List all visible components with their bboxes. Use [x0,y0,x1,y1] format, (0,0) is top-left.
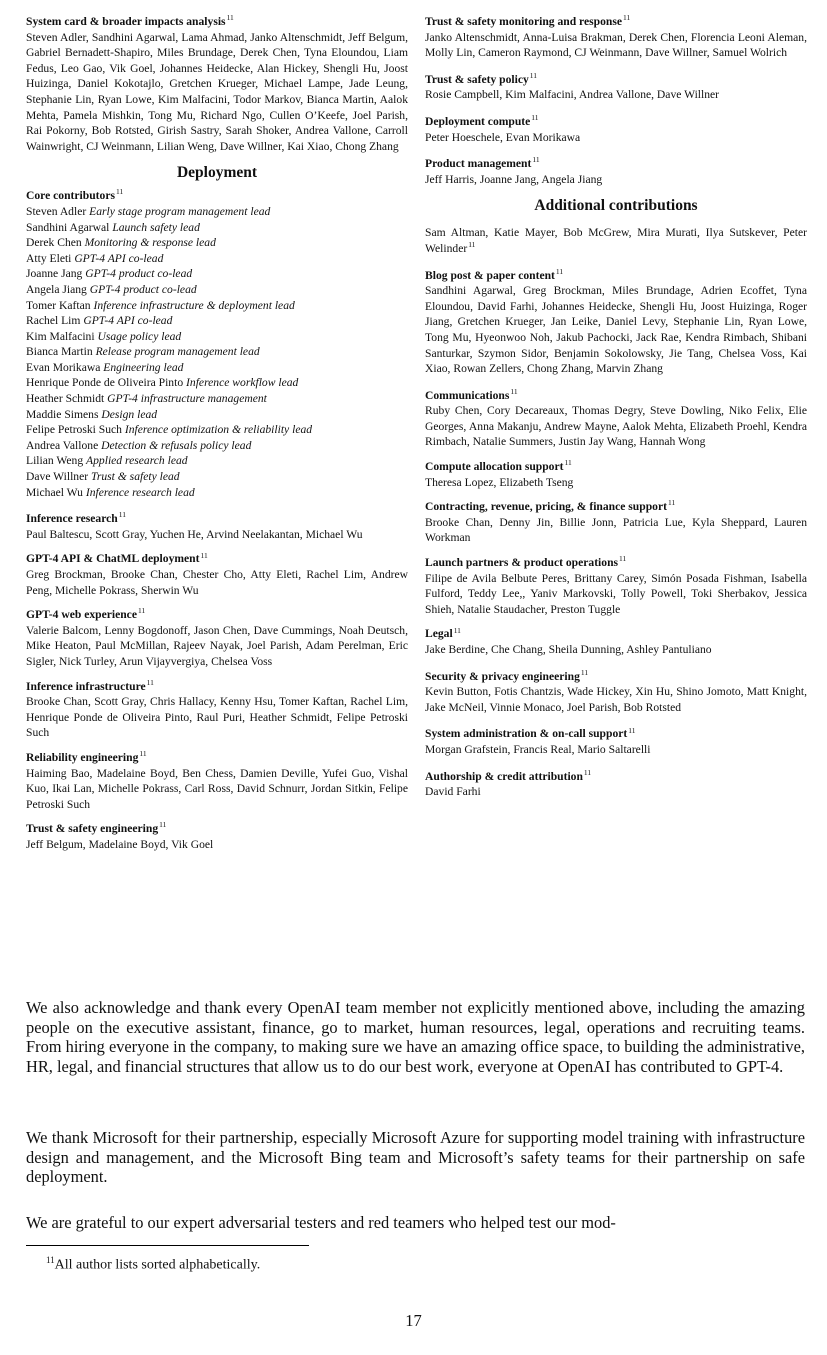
contributor-role: GPT-4 product co-lead [89,282,197,296]
footnote [46,1251,260,1275]
footnote-ref: 11 [115,187,124,197]
contributor-name: Angela Jiang [26,282,87,296]
author-list: David Farhi [425,785,481,799]
contributor-name: Tomer Kaftan [26,298,91,312]
deployment-heading: Deployment [176,164,258,182]
core-contributor-row [26,360,408,376]
section-system-administration [425,726,807,757]
footnote-ref: 11 [628,725,636,735]
footnote-ref: 11 [137,606,146,616]
core-contributor-row [26,391,408,407]
section-product-management [425,156,807,187]
contributor-role: Launch safety lead [112,220,200,234]
contributor-role: Design lead [101,407,158,421]
contributor-name: Maddie Simens [26,407,99,421]
section-reliability-engineering [26,750,408,812]
author-list: Paul Baltescu, Scott Gray, Yuchen He, Arvind Neelakantan, Michael Wu [26,527,363,541]
core-contributor-row [26,220,408,236]
left-column [26,14,408,862]
footnote-ref: 11 [146,677,154,687]
contributor-role: Usage policy lead [97,329,182,343]
contributor-name: Joanne Jang [26,267,83,281]
section-launch-partners [425,555,807,617]
section-blog-post [425,268,807,377]
footnote-ref: 11 [118,510,126,520]
section-title: Trust & safety engineering [26,822,159,836]
section-deployment-compute [425,114,807,145]
contributor-name: Rachel Lim [26,314,81,328]
contributor-name: Evan Morikawa [26,360,101,374]
contributor-name: Atty Eleti [26,251,72,265]
author-list: Theresa Lopez, Elizabeth Tseng [425,475,574,489]
footnote-ref: 11 [564,458,572,468]
core-contributor-row [26,422,408,438]
contributor-role: Monitoring & response lead [84,236,216,250]
footnote-ref: 11 [453,625,461,635]
contributor-role: GPT-4 product co-lead [85,267,193,281]
section-title: Blog post & paper content [425,268,555,282]
acknowledgement-paragraph-red-team: We are grateful to our expert adversarial testers and red teamers who helped test our mod- [26,1213,616,1232]
author-list: Jeff Belgum, Madelaine Boyd, Vik Goel [26,837,214,851]
author-list: Peter Hoeschele, Evan Morikawa [425,130,581,144]
contributor-name: Andrea Vallone [26,438,99,452]
author-list: Valerie Balcom, Lenny Bogdonoff, Jason Chen, Dave Cummings, Noah Deutsch, Mike Heaton, Paul McMillan, Rajeev Nayak, Joel Parish, Adam Perelman, Eric Sigler, Nick Turley, Arun Vijayvergiya, Chelsea Voss [26,623,408,668]
section-trust-safety-policy [425,72,807,103]
core-contributor-row [26,344,408,360]
section-title: Legal [425,627,453,641]
core-contributor-list [26,204,408,500]
author-list: Janko Altenschmidt, Anna-Luisa Brakman, Derek Chen, Florencia Leoni Aleman, Molly Lin, Cameron Raymond, CJ Weinmann, Dave Willner, Samuel Wolrich [425,30,807,60]
contributor-role: Early stage program management lead [89,204,271,218]
contributor-name: Sandhini Agarwal [26,220,110,234]
section-title: Trust & safety policy [425,72,529,86]
section-legal [425,626,807,657]
acknowledgement-paragraph-openai: We also acknowledge and thank every OpenAI team member not explicitly mentioned above, including the amazing people on the executive assistant, finance, go to market, human resources, legal, operations and recruiting teams. From hiring everyone in the company, to making sure we have an amazing office space, to building the administrative, HR, legal, and financial structures that allow us to do our best work, everyone at OpenAI has contributed to GPT-4. [26,998,805,1076]
author-list: Greg Brockman, Brooke Chan, Chester Cho, Atty Eleti, Rachel Lim, Andrew Peng, Michelle Pokrass, Sherwin Wu [26,568,408,597]
contributor-role: Applied research lead [86,454,188,468]
author-list: Brooke Chan, Scott Gray, Chris Hallacy, Kenny Hsu, Tomer Kaftan, Rachel Lim, Henrique Ponde de Oliveira Pinto, Raul Puri, Heather Schmidt, Felipe Petroski Such [26,695,408,740]
contributor-role: Inference research lead [85,485,195,499]
section-title: Contracting, revenue, pricing, & finance support [425,500,667,514]
footnote-ref: 11 [529,70,538,80]
core-contributor-row [26,251,408,267]
core-contributor-row [26,469,408,485]
author-list: Rosie Campbell, Kim Malfacini, Andrea Vallone, Dave Willner [425,88,720,102]
footnote-ref: 11 [226,13,234,23]
author-list: Morgan Grafstein, Francis Real, Mario Saltarelli [425,742,651,756]
section-title: Launch partners & product operations [425,556,619,570]
section-title: Inference infrastructure [26,679,146,693]
author-list: Sandhini Agarwal, Greg Brockman, Miles Brundage, Adrien Ecoffet, Tyna Eloundou, David Farhi, Johannes Heidecke, Shengli Hu, Joost Huizinga, Roger Jiang, Gretchen Krueger, Jan Leike, Daniel Levy, Stephanie Lin, Ryan Lowe, Tong Mu, Hyeonwoo Noh, Jakub Pachocki, Jack Rae, Kendra Rimbach, Shibani Santurkar, Szymon Sidor, Benjamin Sokolowsky, Jie Tang, Chelsea Voss, Kai Xiao, Rowan Zellers, Chong Zhang, Marvin Zhang [425,284,807,376]
footnote-mark: 11 [46,1255,55,1265]
section-additional-contributions [425,225,807,256]
section-trust-safety-monitoring [425,14,807,61]
contributor-role: Release program management lead [95,345,260,359]
contributor-name: Heather Schmidt [26,392,105,406]
core-contributor-row [26,235,408,251]
contributor-name: Kim Malfacini [26,329,95,343]
contributor-role: Inference optimization & reliability lead [124,423,313,437]
section-title: Trust & safety monitoring and response [425,15,622,28]
contributor-name: Felipe Petroski Such [26,423,122,437]
section-security-privacy [425,669,807,716]
section-title: Security & privacy engineering [425,669,580,683]
section-system-card [26,14,408,154]
footnote-ref: 11 [667,498,676,508]
footnote-ref: 11 [555,266,564,276]
author-list: Jake Berdine, Che Chang, Sheila Dunning, Ashley Pantuliano [425,643,712,656]
author-list: Jeff Harris, Joanne Jang, Angela Jiang [425,172,603,186]
contributor-role: GPT-4 API co-lead [74,251,164,265]
section-title: Core contributors [26,189,115,203]
footnote-ref: 11 [468,240,476,250]
core-contributor-row [26,204,408,220]
contributor-role: Trust & safety lead [91,470,180,484]
section-title: Deployment compute [425,114,531,128]
section-compute-allocation [425,459,807,490]
contributor-role: GPT-4 API co-lead [83,314,173,328]
section-web-experience [26,607,408,669]
footnote-ref: 11 [619,554,627,564]
section-contracting [425,499,807,546]
contributor-name: Derek Chen [26,236,82,250]
author-list: Brooke Chan, Denny Jin, Billie Jonn, Patricia Lue, Kyla Sheppard, Lauren Workman [425,515,807,545]
core-contributor-row [26,375,408,391]
footnote-ref: 11 [159,820,167,830]
section-title: Communications [425,388,510,402]
acknowledgement-paragraph-microsoft: We thank Microsoft for their partnership, especially Microsoft Azure for supporting model training with infrastructure design and management, and the Microsoft Bing team and Microsoft’s safety teams for their partnership on safe deployment. [26,1128,805,1187]
footnote-ref: 11 [583,767,592,777]
footnote-ref: 11 [531,113,539,123]
core-contributor-row [26,329,408,345]
footnote-ref: 11 [510,386,518,396]
footnote-ref: 11 [200,550,208,560]
section-title: System card & broader impacts analysis [26,15,226,28]
section-title: Inference research [26,512,118,526]
footnote-ref: 11 [580,667,589,677]
footnote-ref: 11 [623,13,631,23]
section-core-contributors [26,188,408,500]
section-title: Compute allocation support [425,460,564,474]
contributor-role: Engineering lead [103,360,184,374]
section-inference-research [26,511,408,542]
footnote-ref: 11 [139,749,147,759]
core-contributor-row [26,313,408,329]
section-authorship [425,769,807,800]
author-list: Sam Altman, Katie Mayer, Bob McGrew, Mira Murati, Ilya Sutskever, Peter Welinder [425,226,807,255]
section-communications [425,388,807,450]
section-title: System administration & on-call support [425,727,628,741]
section-api-chatml [26,551,408,598]
core-contributor-row [26,282,408,298]
contributor-role: Detection & refusals policy lead [101,438,252,452]
core-contributor-row [26,485,408,501]
contributor-name: Bianca Martin [26,345,93,359]
core-contributor-row [26,438,408,454]
author-list: Haiming Bao, Madelaine Boyd, Ben Chess, Damien Deville, Yufei Guo, Vishal Kuo, Ikai Lan, Michelle Pokrass, Carl Ross, David Schnurr, Jordan Sitkin, Felipe Petroski Such [26,766,408,811]
contributor-name: Lilian Weng [26,454,84,468]
footnote-divider [26,1245,309,1246]
section-title: Product management [425,157,532,171]
footnote-ref: 11 [532,155,540,165]
author-list: Filipe de Avila Belbute Peres, Brittany Carey, Simón Posada Fishman, Isabella Fulford, Teddy Lee,, Yaniv Markovski, Tolly Powell, Toki Sherbakov, Jessica Shieh, Natalie Staudacher, Preston Tuggle [425,571,807,616]
section-trust-safety-engineering [26,821,408,852]
section-title: GPT-4 API & ChatML deployment [26,552,200,566]
core-contributor-row [26,407,408,423]
author-list: Steven Adler, Sandhini Agarwal, Lama Ahmad, Janko Altenschmidt, Jeff Belgum, Gabriel Bernadett-Shapiro, Miles Brundage, Derek Chen, Tyna Eloundou, Liam Fedus, Leo Gao, Vik Goel, Johannes Heidecke, Alan Hickey, Shengli Hu, Joost Huizinga, Daniel Kokotajlo, Gretchen Krueger, Michael Lampe, Jade Leung, Stephanie Lin, Ryan Lowe, Kim Malfacini, Todor Markov, Bianca Martin, Aalok Mehta, Pamela Mishkin, Tong Mu, Richard Ngo, Cullen O’Keefe, Joel Parish, Rai Pokorny, Bob Rotsted, Girish Sastry, Sarah Shoker, Andrea Vallone, Carroll Wainwright, CJ Weinmann, Lilian Weng, Dave Willner, Kai Xiao, Chong Zhang [26,30,408,153]
section-title: Authorship & credit attribution [425,769,583,783]
footnote-text: All author lists sorted alphabetically. [54,1257,261,1273]
author-list: Kevin Button, Fotis Chantzis, Wade Hickey, Xin Hu, Shino Jomoto, Matt Knight, Jake McNeil, Vinnie Monaco, Joel Parish, Bob Rotsted [425,685,807,714]
section-title: Reliability engineering [26,750,139,764]
contributor-name: Steven Adler [26,204,87,218]
contributor-name: Henrique Ponde de Oliveira Pinto [26,376,184,390]
author-list: Ruby Chen, Cory Decareaux, Thomas Degry, Steve Dowling, Niko Felix, Elie Georges, Anna Makanju, Andrew Mayne, Aalok Mehta, Elizabeth Proehl, Kendra Rimbach, Natalie Summers, Justin Jay Wang, Hannah Wong [425,404,807,449]
contributor-role: Inference infrastructure & deployment lead [93,298,295,312]
core-contributor-row [26,266,408,282]
core-contributor-row [26,453,408,469]
section-inference-infrastructure [26,679,408,741]
right-column [425,14,807,809]
contributor-name: Michael Wu [26,485,83,499]
contributor-role: GPT-4 infrastructure management [107,392,267,406]
contributor-name: Dave Willner [26,470,89,484]
contributor-role: Inference workflow lead [186,376,299,390]
core-contributor-row [26,298,408,314]
section-title: GPT-4 web experience [26,608,137,622]
additional-contributions-heading: Additional contributions [534,197,698,215]
page-number: 17 [405,1311,422,1330]
